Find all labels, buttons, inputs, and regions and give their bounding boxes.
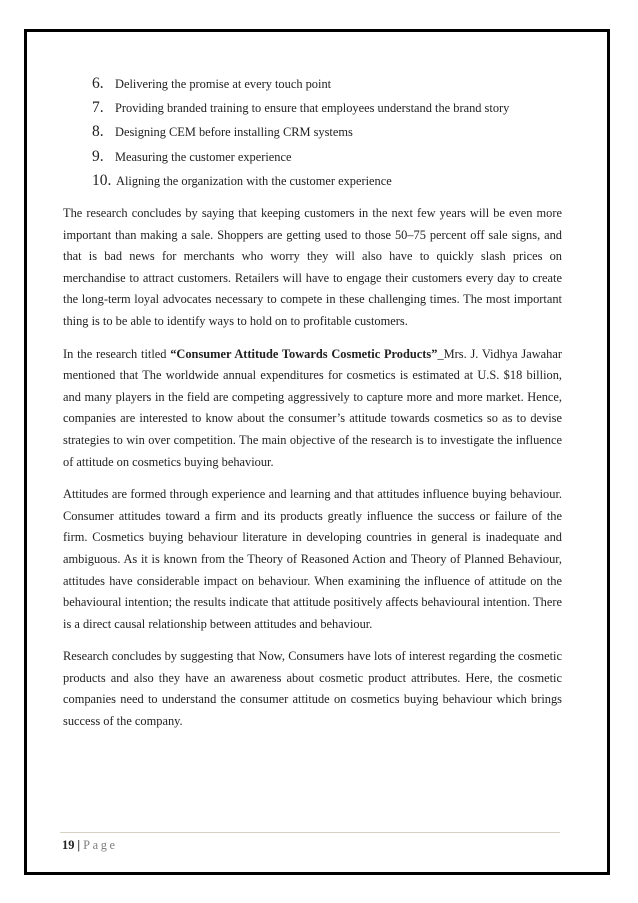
list-number: 9. bbox=[92, 147, 104, 165]
list-text: Measuring the customer experience bbox=[115, 149, 292, 164]
numbered-list bbox=[92, 72, 509, 193]
paragraph-conclusion: Research concludes by suggesting that Now, Consumers have lots of interest regarding the cosmetic products and also they have an awareness about cosmetic product attributes. Here, the cosmetic companies need to understand the consumer attitude on cosmetics buying behaviour which brings success of the company. bbox=[63, 649, 562, 729]
paragraph-prefix: In the research titled bbox=[63, 346, 171, 361]
list-item bbox=[92, 120, 509, 144]
list-text: Designing CEM before installing CRM systems bbox=[115, 125, 353, 140]
page-footer bbox=[62, 838, 118, 853]
study-title: “Consumer Attitude Towards Cosmetic Products” bbox=[170, 346, 438, 361]
footer-divider bbox=[60, 832, 560, 833]
paragraph-research-conclusion: The research concludes by saying that keeping customers in the next few years will be even more important than making a sale. Shoppers are getting used to those 50–75 percent off sale signs, and that is bad news for merchants who worry they will also have to quickly slash prices on merchandise to attract customers. Retailers will have to engage their customers every day to create the long-term loyal advocates necessary to compete in these challenging times. The most important thing is to be able to identify ways to hold on to profitable customers. bbox=[63, 206, 562, 328]
list-number: 8. bbox=[92, 123, 104, 141]
body-content bbox=[63, 203, 562, 744]
paragraph-attitudes: Attitudes are formed through experience and learning and that attitudes influence buying behaviour. Consumer attitudes toward a firm and its products greatly influence the success or failure of the firm. Cosmetics buying behaviour literature in developing countries in general is inadequate and ambiguous. As it is known from the Theory of Reasoned Action and Theory of Planned Behaviour, attitudes have considerable impact on behaviour. When examining the influence of attitude on the behavioural intention; the results indicate that attitude positively affects behavioural intention. There is a direct causal relationship between attitudes and behaviour. bbox=[63, 487, 562, 631]
page-label: Page bbox=[83, 838, 118, 852]
page-number: 19 bbox=[62, 838, 75, 852]
list-number: 7. bbox=[92, 99, 104, 117]
footer-separator: | bbox=[77, 838, 81, 852]
list-text: Aligning the organization with the customer experience bbox=[116, 173, 392, 188]
paragraph-consumer-attitude-study bbox=[63, 344, 562, 474]
list-item bbox=[92, 72, 509, 96]
list-item bbox=[92, 96, 509, 120]
list-item bbox=[92, 145, 509, 169]
list-number: 10. bbox=[92, 171, 112, 189]
list-text: Delivering the promise at every touch point bbox=[115, 77, 332, 91]
list-text: Providing branded training to ensure that employees understand the brand story bbox=[115, 101, 510, 116]
list-item bbox=[92, 169, 509, 193]
list-number: 6. bbox=[92, 75, 104, 92]
paragraph-body: _Mrs. J. Vidhya Jawahar mentioned that The worldwide annual expenditures for cosmetics is estimated at U.S. $18 billion, and many players in the field are competing aggressively to capture more and more market. Hence, companies are interested to know about the consumer’s attitude towards cosmetics so as to devise strategies to win over competition. The main objective of the research is to investigate the influence of attitude on cosmetics buying behaviour. bbox=[63, 346, 562, 469]
